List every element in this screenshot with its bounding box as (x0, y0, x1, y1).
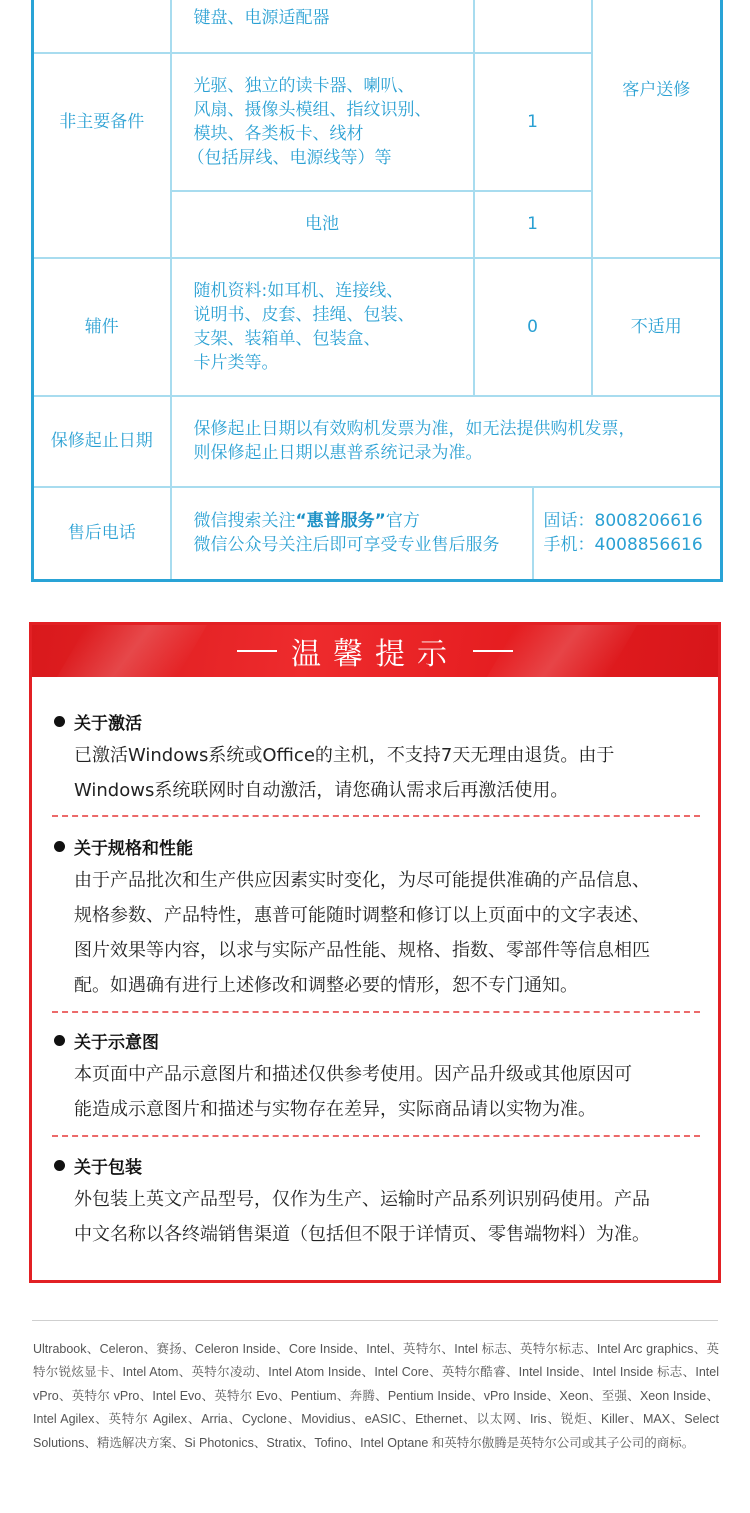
mobile-number: 手机：4008856616 (543, 535, 703, 556)
landline-number: 固话：8008206616 (543, 511, 703, 532)
tip-line: 图片效果等内容，以求与实际产品性能、规格、指数、零部件等信息相匹 (74, 940, 650, 961)
tip-line: 中文名称以各终端销售渠道（包括但不限于详情页、零售端物料）为准。 (74, 1224, 650, 1245)
tip-body (74, 863, 702, 1003)
parts-line: 模块、各类板卡、线材 (193, 123, 364, 144)
parts-cell (171, 53, 474, 191)
footer-divider (32, 1320, 718, 1321)
wechat-line (194, 509, 532, 533)
tip-line: Windows系统联网时自动激活，请您确认需求后再激活使用。 (74, 780, 569, 801)
category-cell: 保修起止日期 (33, 396, 171, 487)
service-cell-customer-repair (592, 0, 722, 258)
parts-cell (171, 258, 474, 396)
table-row-warranty-dates (33, 396, 722, 487)
tip-heading (54, 834, 702, 858)
tip-line: 由于产品批次和生产供应因素实时变化，为尽可能提供准确的产品信息、 (74, 870, 650, 891)
tip-line: 能造成示意图片和描述与实物存在差异，实际商品请以实物为准。 (74, 1099, 596, 1120)
tip-section-packaging (54, 1153, 702, 1252)
tip-heading-text: 关于激活 (74, 713, 142, 734)
wechat-cell (171, 487, 533, 581)
wechat-line: 微信公众号关注后即可享受专业售后服务 (193, 535, 500, 556)
tip-section-specs (54, 834, 702, 1003)
table-row-service-phone (33, 487, 722, 581)
title-dash (473, 650, 513, 652)
tips-title (237, 629, 513, 673)
table-row-accessory (33, 258, 722, 396)
table-row-main-parts (33, 0, 722, 53)
dates-line: 则保修起止日期以惠普系统记录为准。 (193, 443, 483, 463)
parts-line: 说明书、皮套、挂绳、包装、 (193, 304, 415, 325)
title-dash (237, 650, 277, 652)
tip-heading-text: 关于包装 (74, 1157, 142, 1178)
tip-line: 规格参数、产品特性，惠普可能随时调整和修订以上页面中的文字表述、 (74, 905, 650, 926)
tip-line: 外包装上英文产品型号，仅作为生产、运输时产品系列识别码使用。产品 (74, 1189, 650, 1210)
tip-line: 已激活Windows系统或Office的主机，不支持7天无理由退货。由于 (74, 745, 615, 766)
parts-line: 随机资料:如耳机、连接线、 (193, 280, 404, 301)
tip-section-activation (54, 709, 702, 808)
dashed-divider (52, 1135, 700, 1137)
header-streak (57, 625, 207, 677)
tip-body (74, 1057, 702, 1127)
tip-heading (54, 1028, 702, 1052)
parts-line: 风扇、摄像头模组、指纹识别、 (193, 99, 432, 120)
category-cell: 售后电话 (33, 487, 171, 581)
tip-heading-text: 关于示意图 (74, 1032, 159, 1053)
tips-panel (29, 622, 721, 1283)
wechat-brand: “惠普服务” (295, 511, 386, 532)
dates-text-cell (171, 396, 722, 487)
bullet-dot-icon (54, 1160, 65, 1171)
dashed-divider (52, 1011, 700, 1013)
tip-heading (54, 1153, 702, 1177)
tip-body (74, 738, 702, 808)
years-cell: 1 (474, 53, 592, 191)
tip-heading (54, 709, 702, 733)
wechat-suffix: 官方 (385, 511, 420, 532)
parts-cell: 键盘、电源适配器 (171, 0, 474, 53)
parts-line: 支架、装箱单、包装盒、 (193, 328, 381, 349)
tips-header (32, 625, 718, 677)
bullet-dot-icon (54, 841, 65, 852)
years-cell (474, 0, 592, 53)
dates-line: 保修起止日期以有效购机发票为准，如无法提供购机发票， (193, 419, 636, 439)
category-cell: 辅件 (33, 258, 171, 396)
tip-body (74, 1182, 702, 1252)
tip-section-illustration (54, 1028, 702, 1127)
warranty-table (31, 0, 723, 582)
bullet-dot-icon (54, 1035, 65, 1046)
tip-line: 本页面中产品示意图片和描述仅供参考使用。因产品升级或其他原因可 (74, 1064, 632, 1085)
parts-cell: 电池 (171, 191, 474, 258)
bullet-dot-icon (54, 716, 65, 727)
category-cell: 非主要备件 (33, 53, 171, 258)
category-cell (33, 0, 171, 53)
service-label: 客户送修 (622, 80, 691, 100)
parts-line: （包括屏线、电源线等）等 (187, 147, 392, 168)
trademark-notice: Ultrabook、Celeron、赛扬、Celeron Inside、Core Inside、Intel、英特尔、Intel 标志、英特尔标志、Intel Arc graphics、英特尔锐炫显卡、Intel Atom、英特尔凌动、Intel Atom Inside、Intel Core、英特尔酷睿、Intel Inside、Intel Inside 标志、Intel vPro、英特尔 vPro、Intel Evo、英特尔 Evo、Pentium、奔腾、Pentium Inside、vPro Inside、Xeon、至强、Xeon Inside、Intel Agilex、英特尔 Agilex、Arria、Cyclone、Movidius、eASIC、Ethernet、以太网、Iris、锐炬、Killer、MAX、Select Solutions、精选解决方案、Si Photonics、Stratix、Tofino、Intel Optane 和英特尔傲腾是英特尔公司或其子公司的商标。 (33, 1342, 719, 1450)
tips-title-text: 温馨提示 (291, 637, 459, 672)
phone-numbers-cell (533, 487, 722, 581)
tip-heading-text: 关于规格和性能 (74, 838, 193, 859)
years-cell: 0 (474, 258, 592, 396)
parts-line: 卡片类等。 (193, 352, 279, 373)
dashed-divider (52, 815, 700, 817)
wechat-prefix: 微信搜索关注 (193, 511, 296, 532)
parts-line: 光驱、独立的读卡器、喇叭、 (193, 75, 415, 96)
years-cell: 1 (474, 191, 592, 258)
service-cell: 不适用 (592, 258, 722, 396)
tip-line: 配。如遇确有进行上述修改和调整必要的情形，恕不专门通知。 (74, 975, 578, 996)
